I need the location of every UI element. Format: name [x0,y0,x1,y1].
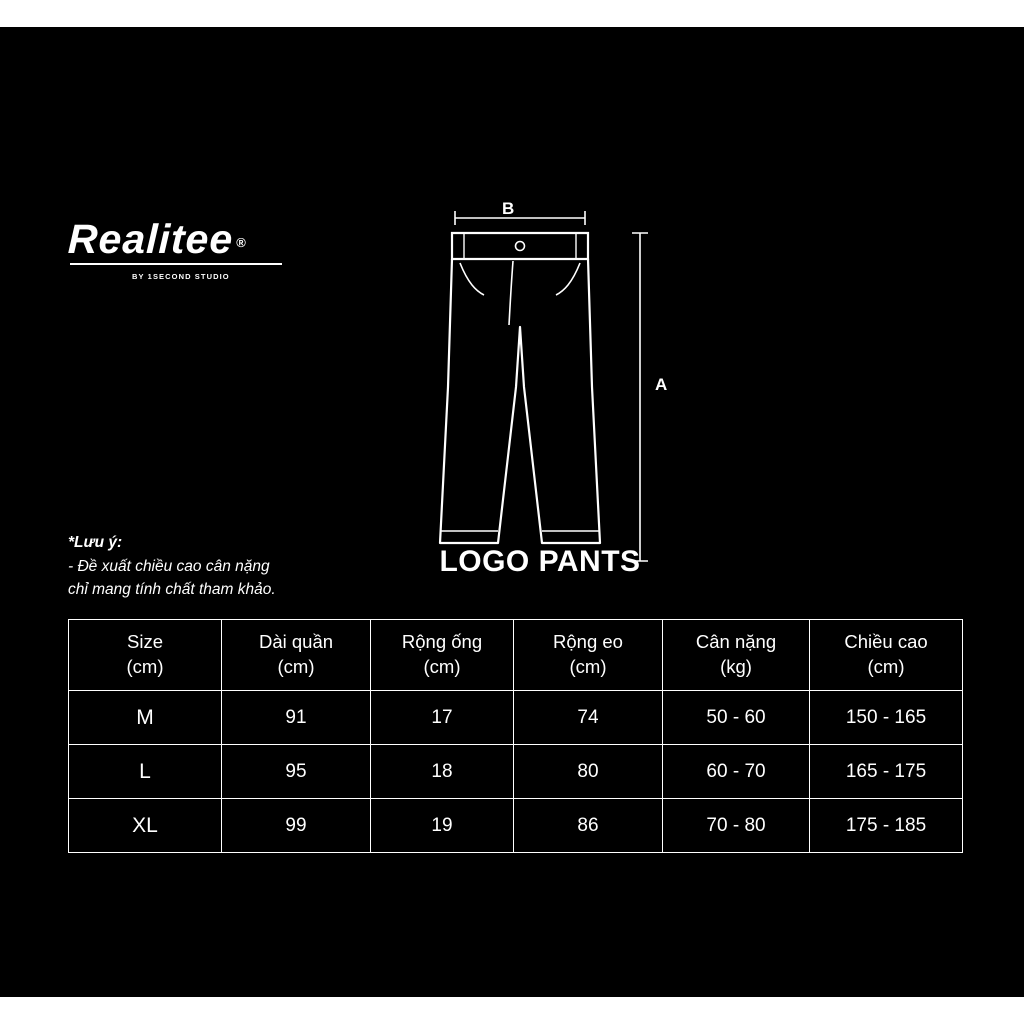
cell-leg-width: 18 [371,745,514,799]
cell-leg-width: 19 [371,799,514,853]
cell-length: 91 [222,691,371,745]
brand-name-row [67,216,328,262]
table-row [69,745,963,799]
brand-name: Realitee [67,216,235,262]
cell-size: XL [69,799,222,853]
header-weight: Cân nặng (kg) [663,620,810,691]
size-chart-poster [0,27,1024,997]
cell-height: 150 - 165 [810,691,963,745]
brand-tagline: BY 1SECOND STUDIO [132,272,230,281]
length-label: A [655,375,668,394]
cell-size: L [69,745,222,799]
table-header-row [69,620,963,691]
cell-waist: 80 [514,745,663,799]
cell-length: 95 [222,745,371,799]
header-leg-width: Rộng ống (cm) [371,620,514,691]
cell-weight: 50 - 60 [663,691,810,745]
table-row [69,799,963,853]
cell-size: M [69,691,222,745]
cell-leg-width: 17 [371,691,514,745]
product-title: LOGO PANTS [439,545,641,578]
cell-height: 175 - 185 [810,799,963,853]
cell-weight: 60 - 70 [663,745,810,799]
registered-trademark-icon: ® [236,234,246,250]
cell-height: 165 - 175 [810,745,963,799]
size-table-header [69,620,963,691]
cell-waist: 74 [514,691,663,745]
header-size: Size (cm) [69,620,222,691]
brand-underline [70,263,282,265]
note-line-1: - Đề xuất chiều cao cân nặng [68,558,270,576]
header-height: Chiều cao (cm) [810,620,963,691]
cell-length: 99 [222,799,371,853]
note-block [68,532,358,601]
cell-weight: 70 - 80 [663,799,810,853]
pants-illustration [380,187,700,607]
table-row [69,691,963,745]
note-title: *Lưu ý: [68,534,123,551]
header-length: Dài quần (cm) [222,620,371,691]
cell-waist: 86 [514,799,663,853]
brand-block [67,216,328,281]
note-line-2: chỉ mang tính chất tham khảo. [68,580,276,598]
size-table-body [69,691,963,853]
width-label: B [502,199,515,218]
pants-line-drawing [380,187,700,607]
header-waist: Rộng eo (cm) [514,620,663,691]
size-table [68,619,963,853]
